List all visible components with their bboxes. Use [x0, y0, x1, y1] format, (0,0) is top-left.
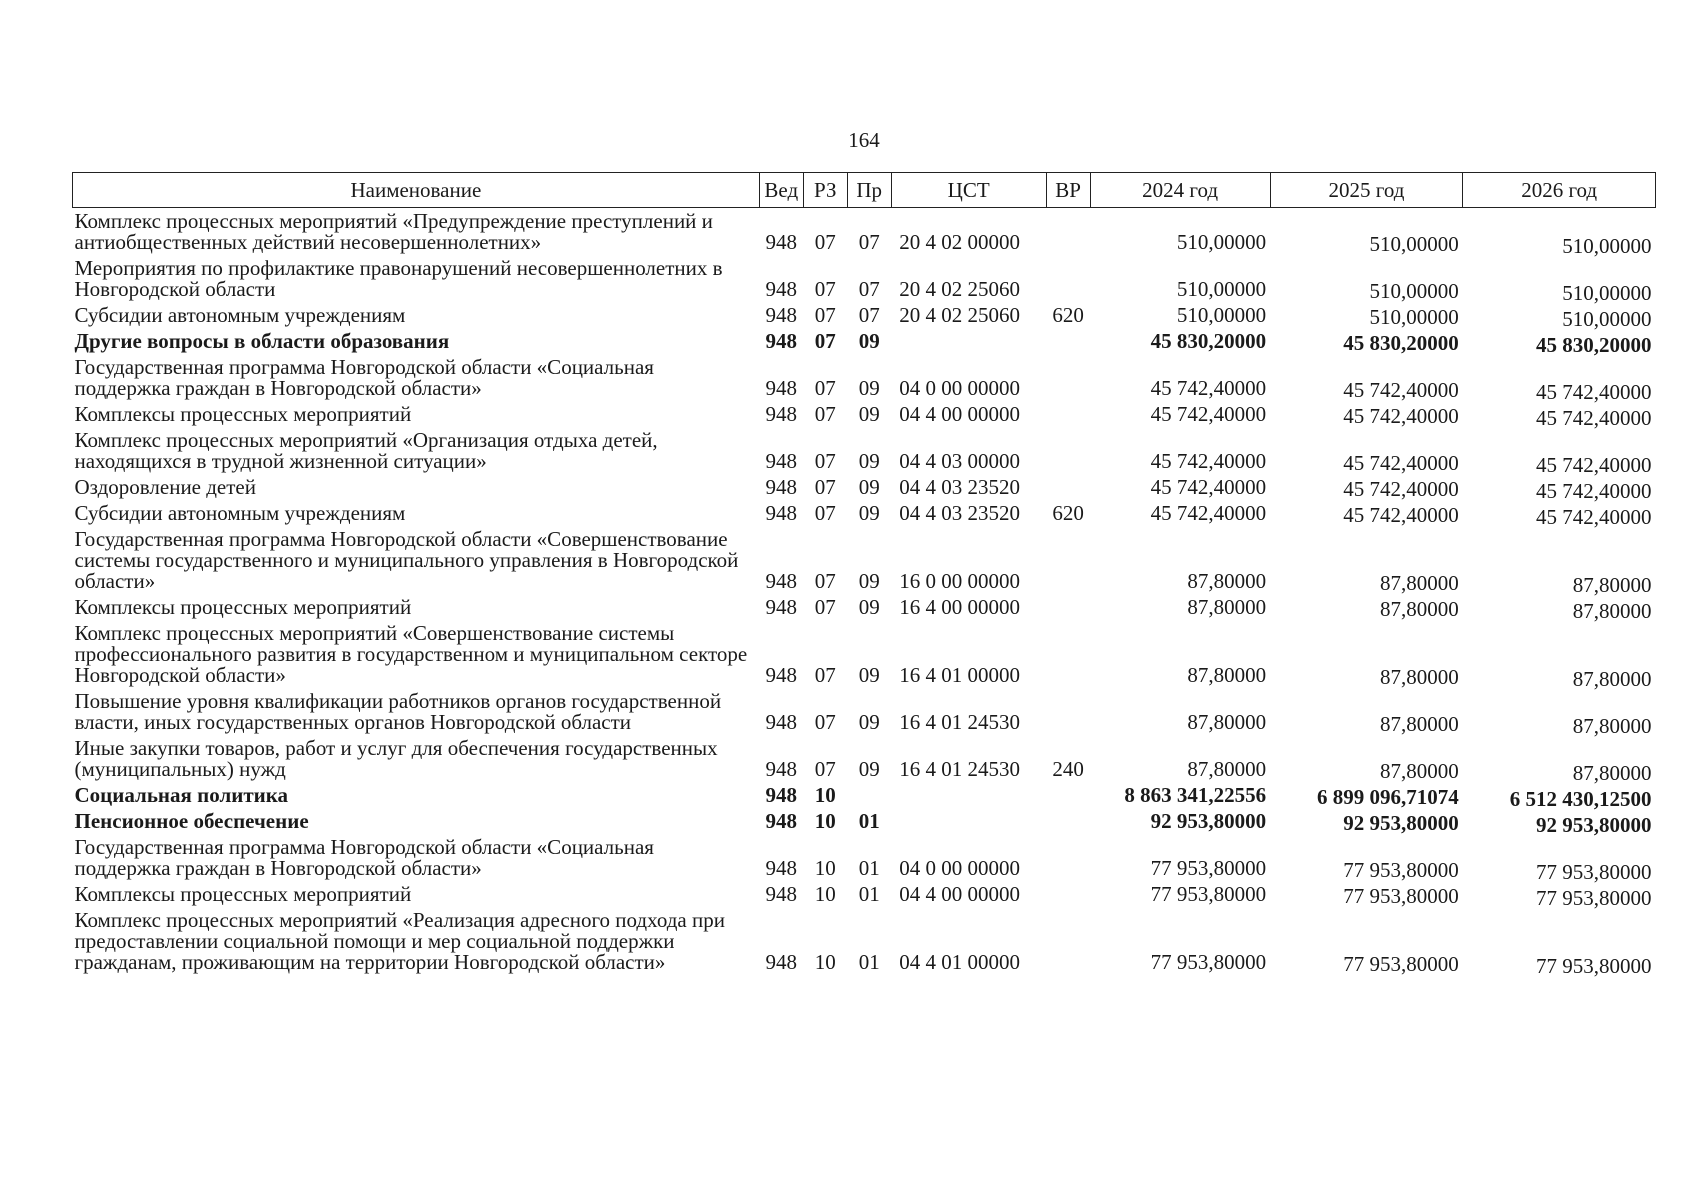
row-amount-2025: 87,80000: [1380, 571, 1459, 595]
table-row: [73, 782, 1656, 808]
row-pr: [847, 782, 891, 808]
table-row: [73, 328, 1656, 354]
row-pr: 07: [858, 277, 880, 301]
row-cst: 20 4 02 25060: [899, 277, 1020, 301]
row-rz: 07: [814, 475, 836, 499]
row-rz: 07: [814, 230, 836, 254]
row-vr: 240: [1052, 757, 1084, 781]
row-amount-2024: 45 742,40000: [1150, 449, 1267, 473]
row-amount-2026: 45 830,20000: [1536, 333, 1652, 357]
row-amount-2024: 45 742,40000: [1150, 376, 1267, 400]
row-rz: 07: [814, 595, 836, 619]
row-ved: 948: [765, 277, 798, 301]
row-name: Комплекс процессных мероприятий «Совершенствование системы профессионального развития в государственном и муниципальном секторе Новгородской области»: [74, 621, 748, 687]
row-vr: [1046, 688, 1090, 735]
header-cst: ЦСТ: [891, 173, 1046, 208]
row-vr: [1046, 474, 1090, 500]
table-row: [73, 808, 1656, 834]
row-amount-2025: 87,80000: [1380, 759, 1459, 783]
row-cst: 04 4 03 23520: [899, 475, 1020, 499]
row-pr: 09: [858, 402, 880, 426]
table-row: [73, 526, 1656, 594]
row-pr: 09: [858, 595, 880, 619]
row-amount-2026: 510,00000: [1562, 234, 1652, 258]
row-amount-2024: 77 953,80000: [1150, 950, 1267, 974]
row-amount-2026: 77 953,80000: [1536, 954, 1652, 978]
row-amount-2024: 8 863 341,22556: [1124, 783, 1267, 807]
row-amount-2025: 45 742,40000: [1343, 378, 1459, 402]
row-vr: [1046, 401, 1090, 427]
table-row: [73, 255, 1656, 302]
row-cst: 04 0 00 00000: [899, 376, 1020, 400]
row-amount-2026: 45 742,40000: [1536, 406, 1652, 430]
row-cst: 20 4 02 00000: [899, 230, 1020, 254]
header-pr: Пр: [847, 173, 891, 208]
row-pr: 09: [858, 710, 880, 734]
table-row: [73, 907, 1656, 975]
row-ved: 948: [765, 710, 798, 734]
table-body: [73, 208, 1656, 976]
table-row: [73, 401, 1656, 427]
table-row: [73, 834, 1656, 881]
row-amount-2025: 77 953,80000: [1343, 884, 1459, 908]
row-amount-2024: 510,00000: [1176, 277, 1267, 301]
row-amount-2024: 77 953,80000: [1150, 882, 1267, 906]
row-amount-2024: 45 830,20000: [1150, 329, 1267, 353]
row-amount-2024: 45 742,40000: [1150, 501, 1267, 525]
header-2026: 2026 год: [1463, 173, 1656, 208]
row-pr: 01: [858, 809, 880, 833]
row-amount-2025: 87,80000: [1380, 597, 1459, 621]
table-row: [73, 735, 1656, 782]
row-amount-2026: 87,80000: [1572, 599, 1652, 623]
row-ved: 948: [765, 663, 798, 687]
table-row: [73, 688, 1656, 735]
row-pr: 01: [858, 856, 880, 880]
row-name: Комплексы процессных мероприятий: [74, 595, 412, 619]
row-amount-2024: 92 953,80000: [1150, 809, 1267, 833]
row-cst: 16 4 01 24530: [899, 757, 1020, 781]
row-name: Субсидии автономным учреждениям: [74, 303, 406, 327]
table-row: [73, 427, 1656, 474]
row-ved: 948: [765, 329, 798, 353]
row-amount-2026: 510,00000: [1562, 281, 1652, 305]
row-vr: [1046, 354, 1090, 401]
row-name: Иные закупки товаров, работ и услуг для обеспечения государственных (муниципальных) нужд: [74, 736, 718, 781]
row-rz: 07: [814, 710, 836, 734]
row-ved: 948: [765, 501, 798, 525]
row-amount-2024: 510,00000: [1176, 230, 1267, 254]
row-vr: [1046, 620, 1090, 688]
row-amount-2024: 87,80000: [1187, 757, 1267, 781]
row-cst: [891, 808, 1046, 834]
row-cst: 04 4 01 00000: [899, 950, 1020, 974]
table-row: [73, 881, 1656, 907]
row-pr: 09: [858, 501, 880, 525]
header-rz: РЗ: [803, 173, 847, 208]
row-ved: 948: [765, 757, 798, 781]
row-rz: 07: [814, 303, 836, 327]
row-amount-2024: 87,80000: [1187, 595, 1267, 619]
row-vr: [1046, 808, 1090, 834]
row-amount-2025: 77 953,80000: [1343, 858, 1459, 882]
row-rz: 07: [814, 277, 836, 301]
row-ved: 948: [765, 449, 798, 473]
row-amount-2026: 45 742,40000: [1536, 453, 1652, 477]
row-pr: 07: [858, 230, 880, 254]
row-pr: 09: [858, 449, 880, 473]
row-cst: 16 0 00 00000: [899, 569, 1020, 593]
row-name: Социальная политика: [74, 783, 289, 807]
row-rz: 07: [814, 569, 836, 593]
row-rz: 07: [814, 501, 836, 525]
header-2024: 2024 год: [1090, 173, 1270, 208]
row-amount-2025: 87,80000: [1380, 712, 1459, 736]
row-amount-2025: 45 742,40000: [1343, 477, 1459, 501]
row-amount-2024: 45 742,40000: [1150, 402, 1267, 426]
row-amount-2024: 77 953,80000: [1150, 856, 1267, 880]
row-name: Оздоровление детей: [74, 475, 256, 499]
row-cst: 04 0 00 00000: [899, 856, 1020, 880]
row-vr: [1046, 907, 1090, 975]
row-name: Повышение уровня квалификации работников органов государственной власти, иных государственных органов Новгородской области: [74, 689, 722, 734]
row-ved: 948: [765, 475, 798, 499]
header-vr: ВР: [1046, 173, 1090, 208]
row-vr: [1046, 881, 1090, 907]
row-pr: 09: [858, 757, 880, 781]
row-rz: 07: [814, 402, 836, 426]
row-cst: [891, 328, 1046, 354]
row-amount-2026: 92 953,80000: [1536, 813, 1652, 837]
table-row: [73, 594, 1656, 620]
row-amount-2025: 510,00000: [1369, 232, 1459, 256]
row-name: Государственная программа Новгородской области «Социальная поддержка граждан в Новгородской области»: [74, 835, 654, 880]
table-row: [73, 500, 1656, 526]
row-amount-2024: 87,80000: [1187, 569, 1267, 593]
row-pr: 09: [858, 329, 880, 353]
row-rz: 10: [814, 882, 836, 906]
row-amount-2025: 6 899 096,71074: [1317, 785, 1459, 809]
table-row: [73, 620, 1656, 688]
table-row: [73, 208, 1656, 256]
row-vr: 620: [1052, 303, 1084, 327]
row-amount-2026: 45 742,40000: [1536, 479, 1652, 503]
row-amount-2025: 45 742,40000: [1343, 503, 1459, 527]
row-vr: [1046, 427, 1090, 474]
table-header: [73, 173, 1656, 208]
row-amount-2026: 87,80000: [1572, 667, 1652, 691]
row-amount-2024: 510,00000: [1176, 303, 1267, 327]
row-amount-2024: 87,80000: [1187, 663, 1267, 687]
row-ved: 948: [765, 402, 798, 426]
row-ved: 948: [765, 882, 798, 906]
row-cst: 16 4 01 24530: [899, 710, 1020, 734]
row-amount-2025: 77 953,80000: [1343, 952, 1459, 976]
row-name: Комплекс процессных мероприятий «Предупреждение преступлений и антиобщественных действий несовершеннолетних»: [74, 209, 713, 254]
row-amount-2026: 87,80000: [1572, 714, 1652, 738]
row-amount-2024: 87,80000: [1187, 710, 1267, 734]
header-name: Наименование: [73, 173, 760, 208]
row-vr: [1046, 328, 1090, 354]
row-name: Государственная программа Новгородской области «Социальная поддержка граждан в Новгородской области»: [74, 355, 654, 400]
row-amount-2026: 6 512 430,12500: [1509, 787, 1652, 811]
row-name: Государственная программа Новгородской области «Совершенствование системы государственного и муниципального управления в Новгородской области»: [74, 527, 739, 593]
row-ved: 948: [765, 303, 798, 327]
row-pr: 09: [858, 569, 880, 593]
table-row: [73, 474, 1656, 500]
row-pr: 09: [858, 376, 880, 400]
row-cst: 04 4 03 00000: [899, 449, 1020, 473]
row-rz: 07: [814, 757, 836, 781]
row-name: Пенсионное обеспечение: [74, 809, 309, 833]
row-name: Мероприятия по профилактике правонарушений несовершеннолетних в Новгородской области: [74, 256, 723, 301]
row-ved: 948: [765, 376, 798, 400]
row-vr: 620: [1052, 501, 1084, 525]
row-pr: 01: [858, 882, 880, 906]
row-vr: [1046, 208, 1090, 256]
row-ved: 948: [765, 230, 798, 254]
row-cst: 04 4 00 00000: [899, 402, 1020, 426]
row-amount-2025: 45 742,40000: [1343, 404, 1459, 428]
row-ved: 948: [765, 595, 798, 619]
row-name: Субсидии автономным учреждениям: [74, 501, 406, 525]
budget-table: [72, 172, 1656, 978]
row-cst: 16 4 01 00000: [899, 663, 1020, 687]
row-amount-2025: 45 742,40000: [1343, 451, 1459, 475]
row-rz: 10: [814, 950, 836, 974]
row-vr: [1046, 526, 1090, 594]
row-ved: 948: [765, 856, 798, 880]
row-cst: 20 4 02 25060: [899, 303, 1020, 327]
row-pr: 07: [858, 303, 880, 327]
table-row: [73, 302, 1656, 328]
row-ved: 948: [765, 809, 798, 833]
row-vr: [1046, 255, 1090, 302]
row-amount-2026: 510,00000: [1562, 307, 1652, 331]
row-rz: 10: [814, 783, 836, 807]
row-name: Другие вопросы в области образования: [74, 329, 450, 353]
row-amount-2025: 510,00000: [1369, 305, 1459, 329]
row-amount-2026: 45 742,40000: [1536, 505, 1652, 529]
row-ved: 948: [765, 569, 798, 593]
row-amount-2025: 87,80000: [1380, 665, 1459, 689]
row-pr: 09: [858, 475, 880, 499]
row-rz: 07: [814, 329, 836, 353]
row-rz: 07: [814, 449, 836, 473]
row-pr: 01: [858, 950, 880, 974]
row-rz: 07: [814, 663, 836, 687]
row-name: Комплексы процессных мероприятий: [74, 882, 412, 906]
row-vr: [1046, 782, 1090, 808]
row-amount-2026: 87,80000: [1572, 761, 1652, 785]
row-vr: [1046, 594, 1090, 620]
row-amount-2025: 45 830,20000: [1343, 331, 1459, 355]
row-cst: 04 4 03 23520: [899, 501, 1020, 525]
row-rz: 07: [814, 376, 836, 400]
row-name: Комплекс процессных мероприятий «Организация отдыха детей, находящихся в трудной жизненной ситуации»: [74, 428, 658, 473]
row-amount-2026: 77 953,80000: [1536, 886, 1652, 910]
row-pr: 09: [858, 663, 880, 687]
row-rz: 10: [814, 809, 836, 833]
header-ved: Вед: [759, 173, 803, 208]
row-ved: 948: [765, 783, 798, 807]
row-cst: 16 4 00 00000: [899, 595, 1020, 619]
row-amount-2025: 510,00000: [1369, 279, 1459, 303]
table-row: [73, 354, 1656, 401]
row-vr: [1046, 834, 1090, 881]
row-ved: 948: [765, 950, 798, 974]
header-2025: 2025 год: [1270, 173, 1463, 208]
row-amount-2026: 77 953,80000: [1536, 860, 1652, 884]
row-rz: 10: [814, 856, 836, 880]
row-name: Комплексы процессных мероприятий: [74, 402, 412, 426]
row-cst: [891, 782, 1046, 808]
row-cst: 04 4 00 00000: [899, 882, 1020, 906]
row-name: Комплекс процессных мероприятий «Реализация адресного подхода при предоставлении социальной помощи и мер социальной поддержки гражданам, проживающим на территории Новгородской области»: [74, 908, 725, 974]
row-amount-2025: 92 953,80000: [1343, 811, 1459, 835]
row-amount-2026: 45 742,40000: [1536, 380, 1652, 404]
row-amount-2026: 87,80000: [1572, 573, 1652, 597]
page-number: 164: [848, 128, 880, 152]
row-amount-2024: 45 742,40000: [1150, 475, 1267, 499]
